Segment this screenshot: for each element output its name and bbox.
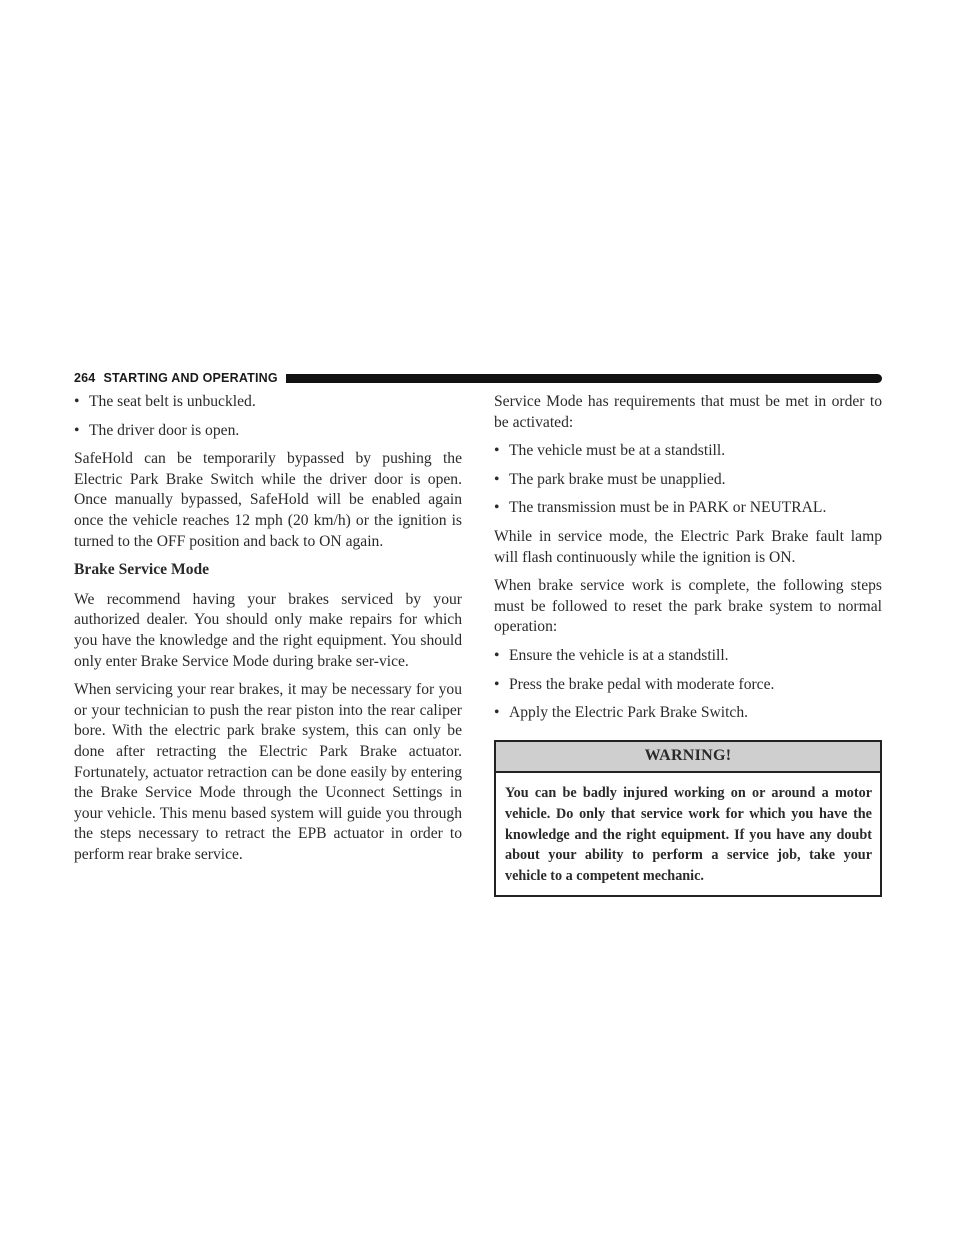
- list-item-text: Ensure the vehicle is at a standstill.: [509, 646, 729, 664]
- warning-text: You can be badly injured working on or around a motor vehicle. Do only that service work for which you have the knowledge and the right equipment. If you have any doubt about your ability to perform a service job, take your vehicle to a competent mechanic.: [505, 785, 872, 884]
- bullet-icon: •: [74, 421, 80, 439]
- left-column: [74, 392, 462, 873]
- bullet-icon: •: [494, 499, 500, 517]
- list-item-text: The vehicle must be at a standstill.: [509, 442, 726, 460]
- bullet-list: [74, 392, 462, 441]
- list-item-text: The park brake must be unapplied.: [509, 470, 726, 488]
- bullet-icon: •: [494, 704, 500, 722]
- list-item-text: The transmission must be in PARK or NEUTRAL.: [509, 499, 827, 517]
- right-column: [494, 392, 882, 897]
- list-item: [74, 392, 462, 413]
- safehold-paragraph: SafeHold can be temporarily bypassed by pushing the Electric Park Brake Switch while the driver door is open. Once manually bypassed, SafeHold will be enabled again once the vehicle reaches 12 mph (20 km/h) or the ignition is turned to the OFF position and back to ON again.: [74, 450, 462, 550]
- recommendation-paragraph: We recommend having your brakes serviced by your authorized dealer. You should only make repairs for which you have the knowledge and the right equipment. You should only enter Brake Service Mode during brake ser-vice.: [74, 590, 462, 670]
- bullet-icon: •: [74, 393, 80, 410]
- list-item-text: The seat belt is unbuckled.: [89, 393, 256, 410]
- page-header: [74, 370, 882, 386]
- requirements-paragraph: Service Mode has requirements that must be met in order to be activated:: [494, 393, 882, 431]
- list-item: [494, 441, 882, 462]
- warning-box: [494, 740, 882, 898]
- requirements-list: [494, 441, 882, 519]
- servicing-paragraph: When servicing your rear brakes, it may be necessary for you or your technician to push the rear piston into the rear caliper bore. With the electric park brake system, this can only be done after retracting the Electric Park Brake actuator. Fortunately, actuator retraction can be done easily by entering the Brake Service Mode through the Uconnect Settings in your vehicle. This menu based system will guide you through the steps necessary to retract the EPB actuator in order to perform rear brake service.: [74, 681, 462, 863]
- page-number: 264: [74, 371, 96, 385]
- list-item: [494, 498, 882, 519]
- reset-steps-paragraph: When brake service work is complete, the following steps must be followed to reset the park brake system to normal operation:: [494, 577, 882, 636]
- section-title: STARTING AND OPERATING: [103, 371, 278, 385]
- bullet-icon: •: [494, 675, 500, 693]
- list-item: [494, 470, 882, 491]
- list-item-text: Press the brake pedal with moderate force.: [509, 675, 775, 693]
- list-item-text: The driver door is open.: [89, 421, 240, 439]
- list-item: [74, 421, 462, 442]
- header-rule: [286, 374, 882, 383]
- list-item: [494, 675, 882, 696]
- section-heading: Brake Service Mode: [74, 561, 210, 579]
- list-item: [494, 703, 882, 724]
- fault-lamp-paragraph: While in service mode, the Electric Park Brake fault lamp will flash continuously while the ignition is ON.: [494, 527, 882, 566]
- bullet-icon: •: [494, 442, 500, 460]
- warning-title: WARNING!: [496, 742, 880, 774]
- bullet-icon: •: [494, 646, 500, 664]
- reset-steps-list: [494, 646, 882, 724]
- list-item-text: Apply the Electric Park Brake Switch.: [509, 704, 749, 722]
- bullet-icon: •: [494, 470, 500, 488]
- list-item: [494, 646, 882, 667]
